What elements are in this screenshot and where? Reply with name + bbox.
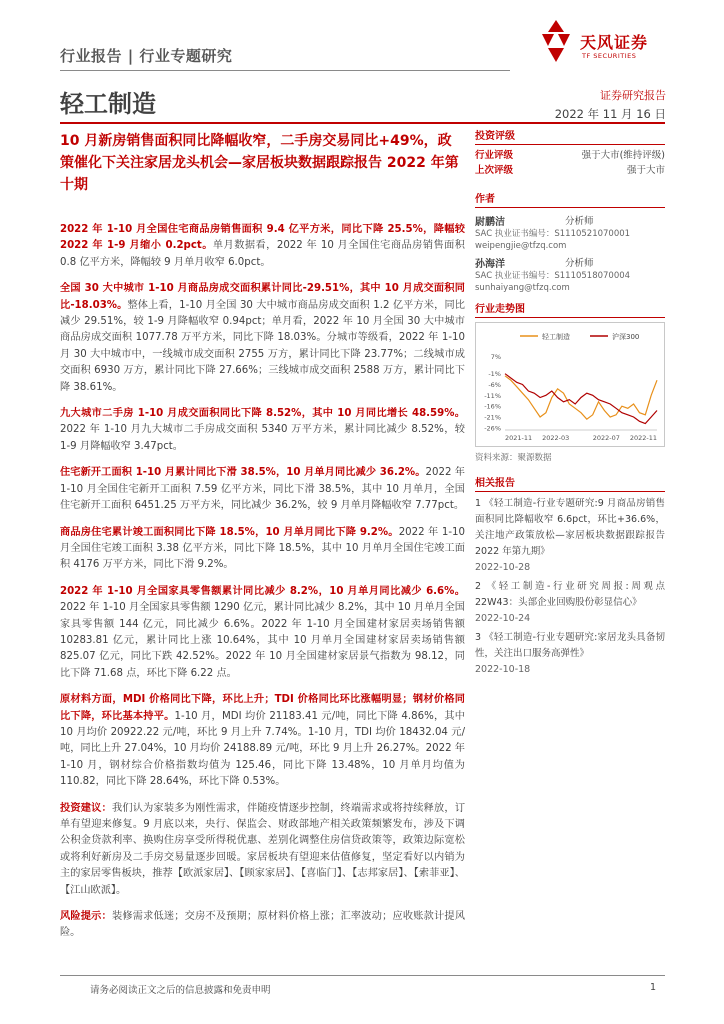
trend-chart <box>475 322 665 447</box>
rating-block <box>475 127 665 178</box>
paragraph: 商品房住宅累计竣工面积同比下降 18.5%，10 月单月同比下降 9.2%。2022 年 1-10 月全国住宅竣工面积 3.38 亿平方米，同比下降 18.5%，其中 10 月单月全国住宅竣工面积 4176 万平方米，同比下滑 9.2%。 <box>60 526 465 571</box>
logo-mark-icon <box>534 18 578 66</box>
author-role: 分析师 <box>565 216 594 227</box>
related-reports-block <box>475 474 665 681</box>
author-role: 分析师 <box>565 258 594 269</box>
header-divider <box>60 70 510 71</box>
authors-block <box>475 190 665 294</box>
related-heading: 相关报告 <box>475 474 665 492</box>
report-category: 行业报告 | 行业专题研究 <box>60 47 233 65</box>
paragraph: 2022 年 1-10 月全国住宅商品房销售面积 9.4 亿平方米，同比下降 25.5%，降幅较 2022 年 1-9 月缩小 0.2pct。单月数据看，2022 年 10 月全国住宅商品房销售面积 0.8 亿平方米，降幅较 9 月单月收窄 6.0pct。 <box>60 224 465 268</box>
author-email[interactable]: weipengjie@tfzq.com <box>475 241 567 251</box>
author-email[interactable]: sunhaiyang@tfzq.com <box>475 283 570 293</box>
x-tick-label: 2022-07 <box>592 434 620 442</box>
report-type: 证券研究报告 <box>600 89 666 102</box>
y-tick-label: -1% <box>488 370 501 379</box>
x-tick-label: 2022-11 <box>629 434 657 442</box>
related-report-date: 2022-10-28 <box>475 562 531 573</box>
prev-rating-value: 强于大市 <box>626 165 665 176</box>
author-entry <box>475 255 665 294</box>
report-date: 2022 年 11 月 16 日 <box>554 107 666 121</box>
paragraph: 全国 30 大中城市 1-10 月商品房成交面积累计同比-29.51%，其中 10 月成交面积同比-18.03%。整体上看，1-10 月全国 30 大中城市商品房成交面积 1.2 亿平方米，同比减少 29.51%，较 1-9 月降幅收窄 0.94pct；单月看，2022 年 10 月全国 30 大中城市商品房成交面积 1077.78 万平方米，同比下降 18.03%。分城市等级看，2022 年 1-10 月 30 大中城市中，一线城市成交面积 2755 万方，累计同比下降 23.77%；二线城市成交面积 6930 万方，累计同比下降 27.66%；三线城市成交面积 2588 万方，累计同比下降 38.61%。 <box>60 283 465 393</box>
title-divider <box>60 122 665 124</box>
author-entry <box>475 213 665 252</box>
related-report-link[interactable]: 2 《轻工制造-行业研究周报:周观点 22W43：头部企业回购股份彰显信心》 <box>475 581 665 608</box>
main-title: 10 月新房销售面积同比降幅收窄，二手房交易同比+49%，政策催化下关注家居龙头机会—家居板块数据跟踪报告 2022 年第十期 <box>60 133 459 193</box>
industry-rating-value: 强于大市(维持评级) <box>581 150 665 161</box>
company-logo <box>534 18 664 68</box>
paragraph: 投资建议：我们认为家装多为刚性需求，伴随疫情逐步控制，终端需求或将持续释放，订单有望迎来修复。9 月底以来，央行、保监会、财政部地产相关政策频繁发布，涉及下调公积金贷款利率、换购住房享受所得税优惠、差别化调整住房信贷政策等，政策边际宽松或将利好新房及二手房交易量逐步回暖。家居板块有望迎来估值修复，坚定看好以内销为主的家居零售板块，推荐【欧派家居】、【顾家家居】、【喜临门】、【志邦家居】、【索菲亚】、【江山欧派】。 <box>60 802 466 896</box>
author-name: 孙海洋 <box>475 259 505 270</box>
y-tick-label: -16% <box>484 402 501 411</box>
paragraph: 风险提示：装修需求低迷；交房不及预期；原材料价格上涨；汇率波动；应收账款计提风险。 <box>60 911 466 939</box>
related-report-date: 2022-10-18 <box>475 664 531 675</box>
chart-heading: 行业走势图 <box>475 300 665 318</box>
y-tick-label: 7% <box>490 352 501 361</box>
y-tick-label: -6% <box>488 381 501 389</box>
authors-heading: 作者 <box>475 190 665 208</box>
brand-name-en: TF SECURITIES <box>582 52 637 60</box>
y-tick-label: -11% <box>484 391 501 400</box>
body-column <box>60 222 465 942</box>
paragraph: 住宅新开工面积 1-10 月累计同比下滑 38.5%，10 月单月同比减少 36.2%。2022 年 1-10 月全国住宅新开工面积 7.59 亿平方米，同比下滑 38.5%，其中 10 月单月，全国住宅新开工面积 6451.25 万平方米，同比减少 36.2%，较 9 月单月降幅收窄 7.77pct。 <box>60 467 465 512</box>
paragraph: 2022 年 1-10 月全国家具零售额累计同比减少 8.2%，10 月单月同比减少 6.6%。2022 年 1-10 月全国家具零售额 1290 亿元，累计同比减少 8.2%，其中 10 月单月全国家具零售额 144 亿元，同比减少 6.6%。2022 年 1-10 月全国建材家居卖场销售额 10283.81 亿元，累计同比上涨 10.64%，其中 10 月单月全国建材家居卖场销售额 825.07 亿元，同比下跌 42.52%。2022 年 10 月全国建材家居景气指数为 98.12，同比下降 71.68 点，环比下降 6.22 点。 <box>60 585 465 679</box>
related-report-link[interactable]: 3 《轻工制造-行业专题研究:家居龙头具备韧性，关注出口服务高弹性》 <box>475 632 665 659</box>
paragraph: 九大城市二手房 1-10 月成交面积同比下降 8.52%，其中 10 月同比增长 48.59%。2022 年 1-10 月九大城市二手房成交面积 5340 万平方米，累计同比减少 8.52%，较 1-9 月降幅收窄 3.47pct。 <box>60 408 465 452</box>
related-report-date: 2022-10-24 <box>475 613 531 624</box>
disclaimer-text: 请务必阅读正文之后的信息披露和免责申明 <box>90 985 271 996</box>
footer-divider <box>60 975 665 976</box>
y-tick-label: -26% <box>484 424 501 433</box>
author-name: 尉鹏洁 <box>475 217 505 228</box>
legend-label: 轻工制造 <box>542 333 570 341</box>
legend-label: 沪深300 <box>612 333 640 341</box>
x-tick-label: 2021-11 <box>505 434 533 442</box>
author-sac: SAC 执业证书编号：S1110521070001 <box>475 229 631 239</box>
x-tick-label: 2022-03 <box>542 434 570 442</box>
sector-title: 轻工制造 <box>60 90 156 118</box>
chart-source: 资料来源：聚源数据 <box>475 453 552 463</box>
rating-heading: 投资评级 <box>475 127 665 145</box>
page-number: 1 <box>650 982 657 993</box>
related-report-link[interactable]: 1 《轻工制造-行业专题研究:9 月商品房销售面积同比降幅收窄 6.6pct，环比+36.6%，关注地产政策放松—家居板块数据跟踪报告 2022 年第九期》 <box>475 498 665 557</box>
prev-rating-label: 上次评级 <box>475 165 514 176</box>
paragraph: 原材料方面，MDI 价格同比下降，环比上升；TDI 价格同比环比涨幅明显；钢材价格同比下降，环比基本持平。1-10 月，MDI 均价 21183.41 元/吨，同比下降 4.86%，其中 10 月均价 20922.22 元/吨，环比 9 月上升 7.74%。1-10 月，TDI 均价 18432.04 元/吨，同比上升 27.04%，10 月均价 24188.89 元/吨，环比 9 月上升 26.27%。2022 年 1-10 月，钢材综合价格指数均值为 125.46，同比下降 13.48%，10 月单月均值为 110.82，同比下降 28.64%，环比下降 0.53%。 <box>60 694 465 788</box>
y-tick-label: -21% <box>484 413 501 422</box>
trend-chart-block <box>475 300 665 464</box>
brand-name: 天风证券 <box>580 33 649 52</box>
author-sac: SAC 执业证书编号：S1110518070004 <box>475 271 631 281</box>
industry-rating-label: 行业评级 <box>475 150 514 161</box>
chart-frame <box>476 323 665 447</box>
